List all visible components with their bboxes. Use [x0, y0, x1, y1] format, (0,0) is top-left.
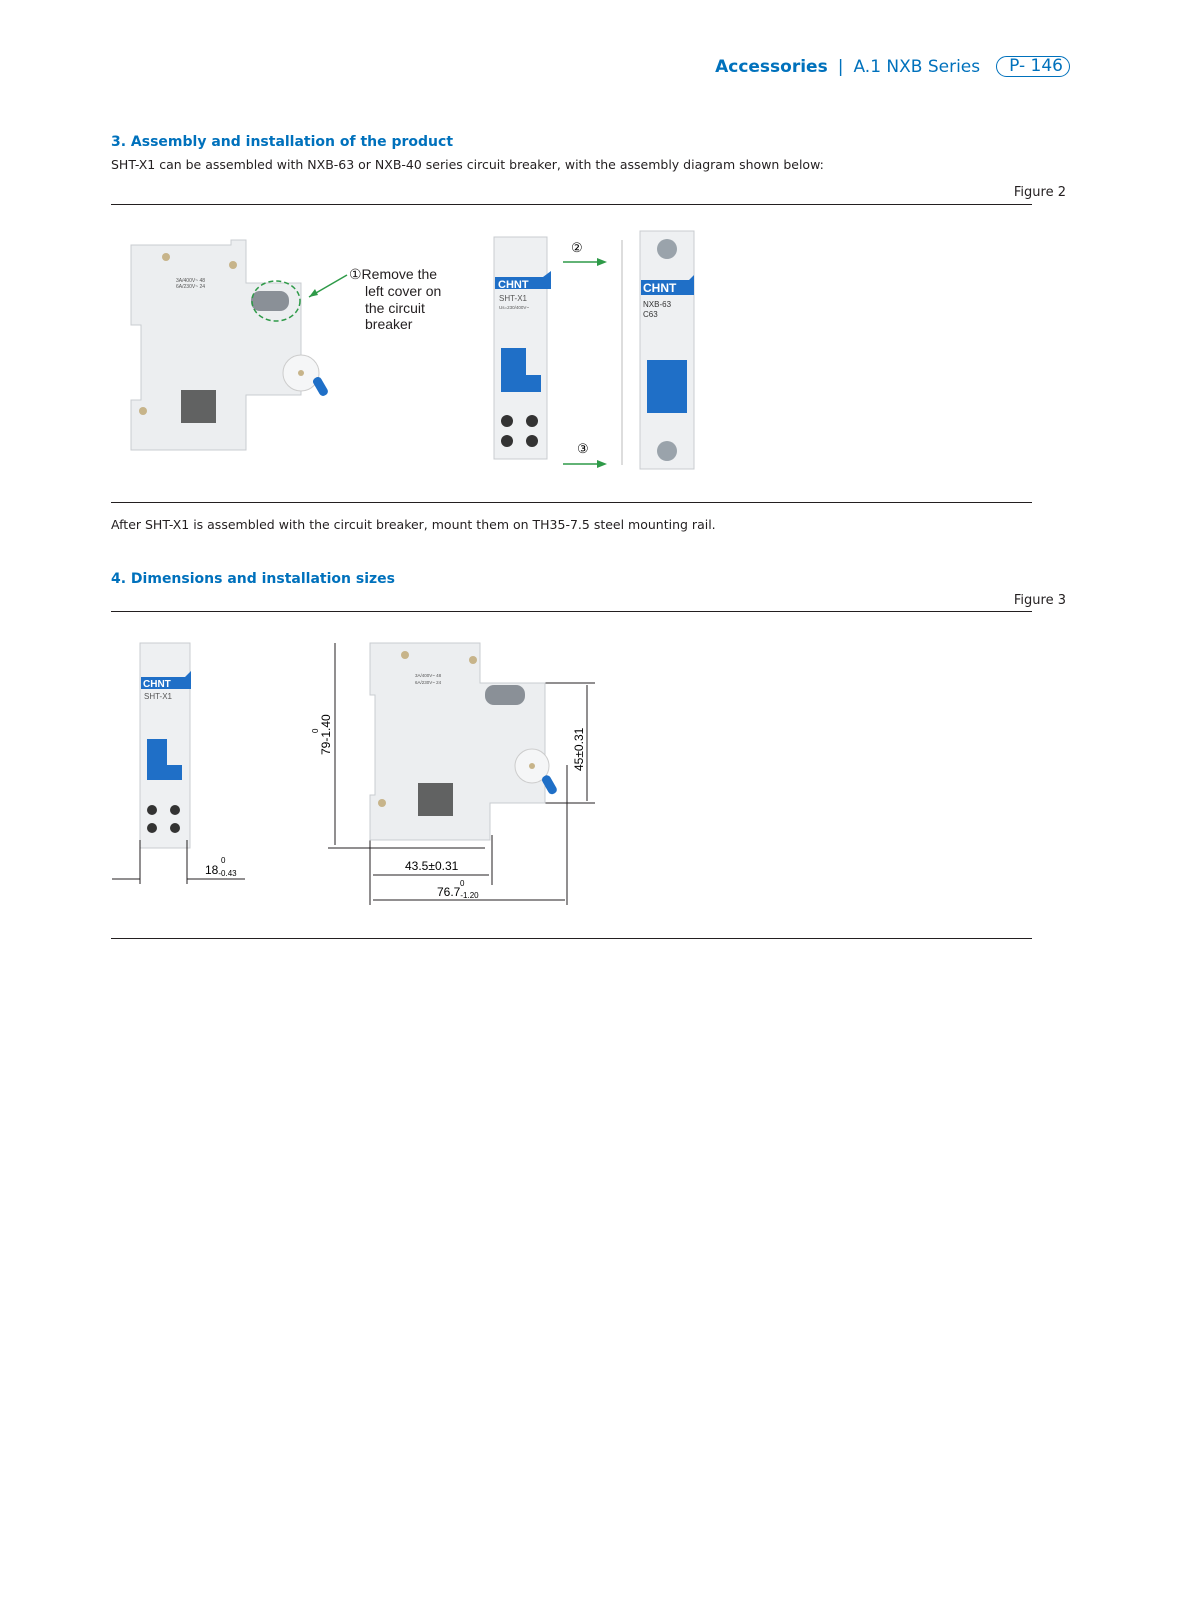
- assembly-diagram: [111, 225, 711, 480]
- sht-x1-front-view: [494, 237, 551, 459]
- step-3-marker: ③: [577, 441, 589, 456]
- section-3-after: After SHT-X1 is assembled with the circuit breaker, mount them on TH35-7.5 steel mounting rail.: [111, 517, 716, 532]
- divider: [111, 938, 1032, 939]
- dim-depth-total: 76.7-1.20: [437, 885, 479, 900]
- header-separator: |: [837, 56, 844, 77]
- divider: [111, 611, 1032, 612]
- step-2-marker: ②: [571, 240, 583, 255]
- page-number: P- 146: [996, 56, 1070, 77]
- breaker-model: NXB-63: [643, 300, 672, 309]
- nxb-63-front-view: [640, 231, 694, 469]
- svg-text:0: 0: [311, 728, 320, 733]
- page-header: [715, 56, 1070, 77]
- divider: [111, 502, 1032, 503]
- dim-handle-height: 45±0.31: [572, 727, 586, 771]
- sht-x1-front-dimensioned: [140, 643, 191, 848]
- section-3-intro: SHT-X1 can be assembled with NXB-63 or NXB-40 series circuit breaker, with the assembly diagram shown below:: [111, 157, 824, 172]
- header-series: A.1 NXB Series: [853, 56, 981, 77]
- section-4-title: 4. Dimensions and installation sizes: [111, 571, 395, 587]
- svg-text:0: 0: [460, 879, 465, 888]
- figure-2-label: Figure 2: [1013, 185, 1066, 200]
- dim-depth-inner: 43.5±0.31: [405, 859, 459, 873]
- svg-text:CHNT: CHNT: [643, 281, 677, 295]
- svg-text:SHT-X1: SHT-X1: [144, 692, 173, 701]
- accessory-voltage: Us=230/400V~: [499, 305, 530, 310]
- accessory-model: SHT-X1: [499, 294, 528, 303]
- side-label-1: 3A/400V~ 48: [176, 278, 206, 284]
- breaker-side-dimensioned: [370, 643, 558, 840]
- divider: [111, 204, 1032, 205]
- breaker-rating: C63: [643, 310, 658, 319]
- dim-width: 18-0.43: [205, 863, 237, 878]
- svg-text:6A/230V~ 24: 6A/230V~ 24: [415, 680, 442, 685]
- side-label-2: 6A/230V~ 24: [176, 284, 206, 290]
- callout-text: ①Remove the left cover on the circuit breaker: [349, 266, 442, 332]
- svg-text:0: 0: [221, 856, 226, 865]
- svg-text:CHNT: CHNT: [143, 679, 171, 690]
- svg-text:3A/400V~ 48: 3A/400V~ 48: [415, 673, 442, 678]
- brand-logo: CHNT: [498, 279, 529, 291]
- figure-3-label: Figure 3: [1013, 593, 1066, 608]
- header-section: Accessories: [715, 56, 828, 77]
- dim-height: 79-1.40: [319, 714, 333, 755]
- section-3-title: 3. Assembly and installation of the product: [111, 134, 454, 150]
- breaker-side-view: [131, 240, 329, 450]
- dimension-drawing: [105, 635, 605, 915]
